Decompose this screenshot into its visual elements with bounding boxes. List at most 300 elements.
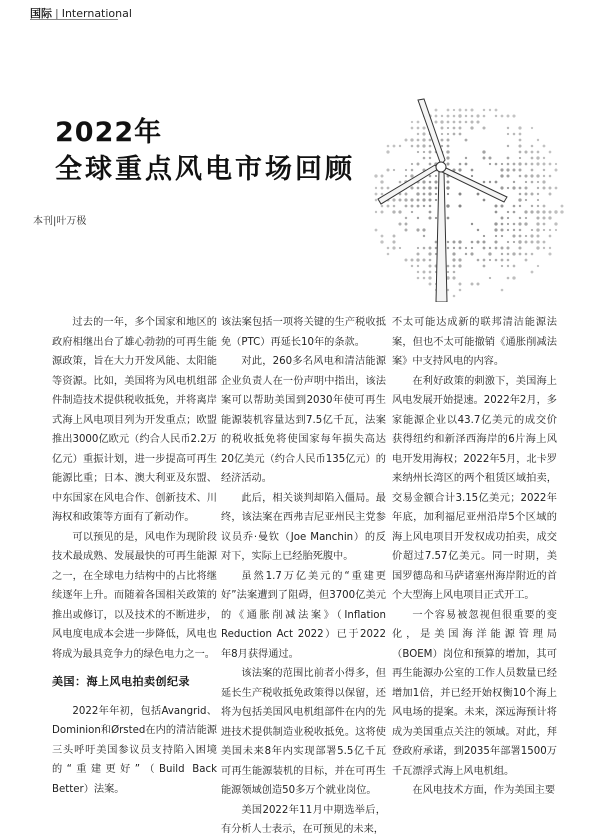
globe-dot [531,163,534,166]
globe-dot [519,253,522,256]
globe-dot [519,235,522,238]
globe-dot [447,139,450,142]
globe-dot [411,169,414,172]
globe-dot [410,138,413,141]
globe-dot [482,126,485,129]
globe-dot [423,271,426,274]
globe-dot [429,175,432,178]
globe-dot [423,193,426,196]
text-column-3 [392,313,557,801]
globe-dot [543,163,546,166]
globe-dot [507,157,510,160]
globe-dot [422,228,425,231]
globe-dot [519,187,522,190]
globe-dot [416,258,419,261]
globe-dot [429,205,432,208]
globe-dot [458,240,461,243]
globe-dot [446,150,449,153]
globe-dot [543,241,546,244]
globe-dot [555,169,558,172]
globe-dot [536,240,539,243]
globe-dot [458,264,461,267]
globe-dot [512,234,515,237]
globe-dot [513,241,515,243]
globe-dot [525,259,528,262]
globe-dot [536,210,539,213]
globe-dot [453,133,456,136]
globe-dot [381,211,384,214]
globe-dot [381,187,384,190]
globe-dot [555,229,557,231]
globe-dot [417,247,419,249]
globe-dot [501,253,503,255]
globe-dot [392,246,395,249]
globe-dot [542,210,545,213]
globe-dot [507,163,510,166]
globe-dot [374,174,377,177]
globe-dot [459,193,462,196]
globe-dot [489,247,491,249]
globe-dot [459,121,462,124]
globe-dot [387,205,390,208]
globe-dot [405,175,407,177]
globe-dot [513,181,515,183]
globe-dot [525,181,527,183]
globe-dot [459,163,462,166]
globe-dot [470,126,473,129]
globe-dot [531,157,534,160]
globe-dot [554,210,557,213]
globe-dot [495,181,498,184]
globe-dot [428,192,431,195]
globe-dot [560,210,563,213]
globe-dot [477,259,480,262]
globe-dot [519,205,521,207]
globe-dot [398,222,401,225]
globe-dot [416,192,419,195]
globe-dot [435,115,438,118]
globe-dot [387,187,390,190]
globe-dot [404,198,407,201]
globe-dot [435,187,438,190]
globe-dot [399,181,402,184]
globe-dot [453,295,456,298]
globe-dot [447,133,449,135]
globe-dot [422,144,425,147]
globe-dot [453,109,455,111]
globe-dot [531,253,534,256]
globe-dot [513,229,515,231]
globe-dot [500,168,503,171]
globe-dot [453,115,456,118]
globe-dot [428,216,431,219]
globe-dot [524,210,527,213]
globe-dot [375,187,377,189]
globe-dot [518,162,521,165]
globe-dot [501,163,503,165]
globe-dot [447,265,450,268]
globe-dot [524,222,527,225]
globe-dot [519,175,522,178]
globe-dot [380,240,383,243]
globe-dot [512,114,515,117]
globe-dot [536,162,539,165]
globe-dot [429,151,432,154]
globe-dot [513,265,516,268]
globe-dot [507,211,509,213]
globe-dot [537,139,539,141]
globe-dot [447,217,450,220]
globe-dot [381,175,384,178]
globe-dot [489,163,491,165]
globe-dot [411,205,414,208]
globe-dot [524,150,527,153]
globe-dot [507,115,510,118]
globe-dot [446,186,449,189]
globe-dot [429,265,432,268]
globe-dot [512,276,515,279]
globe-dot [542,216,545,219]
globe-dot [471,247,473,249]
globe-dot [483,109,485,111]
globe-dot [405,229,408,232]
page-title: 全球重点风电市场回顾 [55,154,355,185]
globe-dot [488,252,491,255]
globe-dot [537,151,540,154]
globe-dot [428,252,431,255]
globe-dot [447,193,449,195]
globe-dot [543,145,546,148]
globe-dot [465,247,467,249]
globe-dot [543,223,546,226]
globe-dot [465,253,467,255]
globe-dot [465,109,468,112]
globe-dot [446,156,449,159]
globe-dot [435,109,438,112]
globe-dot [387,247,390,250]
globe-dot [399,145,401,147]
globe-dot [495,235,497,237]
globe-dot [542,186,545,189]
globe-dot [518,198,521,201]
globe-dot [500,228,503,231]
paragraph: 在利好政策的刺激下，美国海上风电发展开始提速。2022年2月，多家能源企业以43.7亿美元的成交价获得纽约和新泽西海岸的6片海上风电开发用海权；2022年5月，北卡罗来纳州长湾区的两个租赁区域拍卖，交易金额合计3.15亿美元；2022年年底，加利福尼亚州沿岸5个区域的海上风电项目开发权成功拍卖，成交价超过7.57亿美元。同一时期，美国罗德岛和马萨诸塞州海岸附近的首个大型海上风电项目正式开工。 [392,375,557,601]
globe-dot [465,163,468,166]
globe-dot [483,235,485,237]
globe-dot [392,240,395,243]
globe-dot [417,205,420,208]
globe-dot [524,186,527,189]
globe-dot [536,222,539,225]
globe-dot [459,127,462,130]
globe-dot [507,145,509,147]
globe-dot [417,127,420,130]
globe-dot [453,271,456,274]
section-label: 国际 [30,7,52,20]
globe-dot [537,265,539,267]
globe-dot [531,169,534,172]
globe-dot [537,235,540,238]
globe-dot [398,210,401,213]
globe-dot [435,199,437,201]
globe-dot [429,283,432,286]
globe-dot [446,204,449,207]
globe-dot [518,240,521,243]
globe-dot [536,156,539,159]
globe-dot [423,205,425,207]
globe-dot [500,186,503,189]
globe-dot [494,240,497,243]
globe-dot [453,247,455,249]
globe-dot [519,157,521,159]
globe-dot [531,127,533,129]
globe-dot [465,157,467,159]
globe-dot [381,193,384,196]
globe-dot [513,223,516,226]
text-column-1 [52,313,217,799]
globe-dot [393,235,396,238]
globe-dot [417,187,420,190]
globe-dot [549,151,552,154]
globe-dot [471,283,474,286]
globe-dot [483,181,486,184]
globe-dot [476,282,479,285]
section-separator: | [55,7,59,20]
globe-dot [554,222,557,225]
globe-dot [393,205,396,208]
globe-dot [417,121,420,124]
globe-dot [417,139,420,142]
globe-dot [465,121,468,124]
globe-dot [410,186,413,189]
globe-dot [542,180,545,183]
globe-dot [471,115,474,118]
globe-dot [483,247,486,250]
globe-dot [429,259,432,262]
globe-dot [476,114,479,117]
globe-dot [501,235,503,237]
globe-dot [471,175,473,177]
globe-dot [441,133,443,135]
globe-dot [471,241,474,244]
globe-dot [428,276,431,279]
byline-author: 叶万极 [56,216,87,227]
globe-dot [518,246,521,249]
globe-dot [495,115,497,117]
globe-dot [381,205,384,208]
globe-dot [417,277,420,280]
paragraph: 此后，相关谈判却陷入僵局。最终，该法案在西弗吉尼亚州民主党参议员乔·曼钦（Joe Manchin）的反对下，实际上已经胎死腹中。 [221,492,386,562]
globe-dot [453,127,456,130]
globe-dot [555,163,557,165]
globe-dot [416,228,419,231]
globe-dot [518,222,521,225]
globe-dot [447,109,450,112]
globe-dot [507,253,510,256]
header-rule [30,19,118,20]
globe-dot [531,229,533,231]
globe-dot [417,145,420,148]
globe-dot [422,258,425,261]
globe-dot [500,204,503,207]
globe-dot [428,186,431,189]
paragraph: 对此，260多名风电和清洁能源企业负责人在一份声明中指出，该法案可以帮助美国到2030年使可再生能源装机容量达到7.5亿千瓦，法案的税收抵免将使国家每年损失高达20亿美元（约合人民币135亿元）的经济活动。 [221,356,386,484]
globe-dot [519,139,522,142]
globe-dot [524,174,527,177]
globe-dot [441,127,444,130]
globe-dot [537,199,539,201]
paragraph: 可以预见的是，风电作为现阶段技术最成熟、发展最快的可再生能源之一，在全球电力结构中的占比将继续逐年上升。而随着各国相关政策的推出或修订，以及技术的不断进步，风电度电成本会进一步降低，风电也将成为最具竞争力的绿色电力之一。 [52,531,217,660]
globe-dot [489,259,491,261]
globe-dot [392,210,395,213]
globe-dot [411,211,413,213]
globe-dot [507,277,510,280]
globe-dot [393,145,396,148]
globe-dot [429,145,432,148]
globe-dot [531,151,534,154]
globe-dot [393,169,395,171]
globe-dot [507,217,509,219]
globe-dot [404,258,407,261]
globe-dot [453,265,456,268]
globe-dot [452,276,455,279]
globe-dot [375,199,378,202]
title-year: 2022年 [55,117,163,148]
paragraph: 美国2022年11月中期选举后，有分析人士表示，在可预见的未来， [221,804,386,835]
globe-dot [422,126,425,129]
globe-dot [422,180,425,183]
globe-dot [435,193,437,195]
globe-dot [423,187,426,190]
globe-dot [482,150,485,153]
globe-dot [530,174,533,177]
globe-dot [381,235,384,238]
globe-dot [447,181,450,184]
globe-dot [375,211,377,213]
globe-dot [477,229,479,231]
globe-dot [543,169,545,171]
globe-dot [422,138,425,141]
globe-dot [447,271,449,273]
globe-dot [398,198,401,201]
globe-dot [519,133,522,136]
globe-dot [531,205,533,207]
globe-dot [429,163,432,166]
paragraph: 在风电技术方面，作为美国主要 [412,785,556,796]
globe-dot [525,163,528,166]
globe-dot [525,235,527,237]
globe-dot [531,145,534,148]
globe-dot [405,205,408,208]
globe-dot [434,180,437,183]
globe-dot [537,205,539,207]
subsection-label: International [61,7,132,20]
globe-dot [423,157,426,160]
globe-dot [452,252,455,255]
globe-dot [495,211,498,214]
globe-dot [494,204,497,207]
globe-dot [447,121,450,124]
globe-dot [440,120,443,123]
globe-dot [446,162,449,165]
paragraph: 2022年年初，包括Avangrid、Dominion和Ørsted在内的清洁能源三头呼吁美国参议员支持陷入困境的“重建更好”（Build Back Better）法案。 [52,705,217,795]
globe-dot [375,229,378,232]
text-column-2 [221,313,386,840]
globe-dot [507,229,509,231]
paragraph: 不太可能达成新的联邦清洁能源法案，但也不太可能撤销《通胀削减法案》中支持风电的内容。 [392,317,557,367]
globe-dot [405,223,408,226]
globe-dot [501,217,504,220]
globe-dot [459,283,462,286]
globe-dot [530,210,533,213]
globe-dot [525,193,528,196]
globe-dot [489,277,491,279]
globe-dot [507,187,509,189]
globe-dot [459,289,462,292]
globe-dot [458,258,461,261]
globe-dot [513,205,516,208]
section-heading-usa: 美国：海上风电拍卖创纪录 [52,675,190,688]
globe-dot [459,133,462,136]
globe-dot [549,175,552,178]
globe-dot [548,216,551,219]
globe-dot [537,193,539,195]
globe-dot [525,253,528,256]
globe-dot [429,139,432,142]
paragraph: 该法案包括一项将关键的生产税收抵免（PTC）再延长10年的条款。 [221,317,386,348]
globe-dot [411,127,414,130]
globe-dot [495,109,498,112]
globe-dot [506,174,509,177]
globe-dot [405,217,407,219]
globe-dot [531,271,534,274]
wind-turbine-globe-illustration [318,72,580,302]
globe-dot [536,246,539,249]
globe-dot [476,120,479,123]
globe-dot [507,265,509,267]
wind-turbine-icon [378,99,507,302]
globe-dot [531,241,534,244]
globe-dot [453,121,456,124]
globe-dot [543,229,545,231]
globe-dot [429,157,431,159]
globe-dot [410,198,413,201]
globe-dot [411,265,413,267]
paragraph: 该法案的范围比前者小得多，但延长生产税收抵免政策得以保留，还将为包括美国风电机组部件在内的先进技术提供制造业税收抵免。这将使美国未来8年内实现部署5.5亿千瓦可再生能源装机的目标，并在可再生能源领域创造50多万个就业岗位。 [221,668,386,796]
globe-dot [543,205,546,208]
globe-dot [416,252,419,255]
paragraph: 过去的一年，多个国家和地区的政府相继出台了雄心勃勃的可再生能源政策，旨在大力开发风能、太阳能等资源。比如，美国将为风电机组部件制造技术提供税收抵免，并将离岸式海上风电项目列为开发重点；欧盟推出3000亿欧元（约合人民币2.2万亿元）重振计划，进一步提高可再生能源比重；日本、澳大利亚及东盟、中东国家在风电合作、创新技术、川海权和政策等方面有了新动作。 [52,317,217,523]
globe-dot [423,235,425,237]
globe-dot [441,139,444,142]
globe-dot [507,247,510,250]
globe-dot [512,186,515,189]
globe-dot [453,241,456,244]
globe-dot [423,151,425,153]
globe-dot [429,181,432,184]
globe-dot [411,145,414,148]
globe-dot [458,114,461,117]
globe-dot [411,163,413,165]
globe-dot [536,228,539,231]
globe-dot [447,127,449,129]
globe-dot [422,132,425,135]
globe-dot [434,120,437,123]
globe-dot [405,193,408,196]
globe-dot [476,240,479,243]
globe-dot [441,145,443,147]
globe-dot [525,199,527,201]
